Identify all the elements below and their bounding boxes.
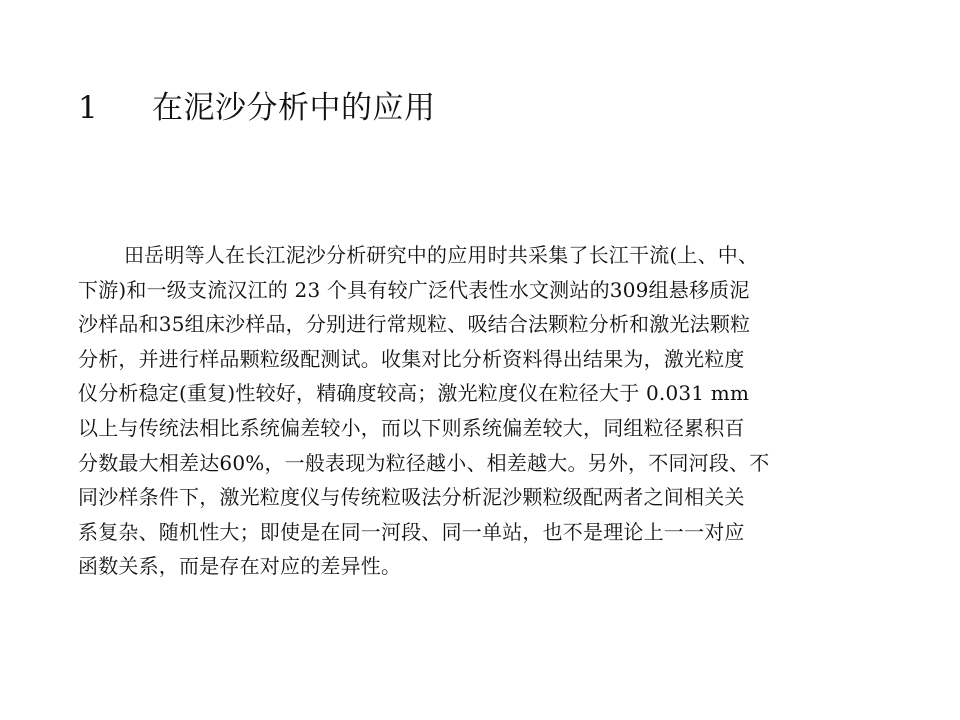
paragraph-line-8: 同沙样条件下，激光粒度仪与传统粒吸法分析泥沙颗粒级配两者之间相关关 (78, 485, 745, 510)
paragraph-line-1: 田岳明等人在长江泥沙分析研究中的应用时共采集了长江干流(上、中、 (124, 243, 759, 267)
section-heading (78, 86, 436, 130)
paragraph-line-3: 沙样品和35组床沙样品，分别进行常规粒、吸结合法颗粒分析和激光法颗粒 (78, 312, 751, 337)
section-title: 在泥沙分析中的应用 (152, 90, 436, 126)
paragraph-line-2: 下游)和一级支流汉江的 23 个具有较广泛代表性水文测站的309组悬移质泥 (78, 277, 750, 302)
paragraph-line-9: 系复杂、随机性大；即使是在同一河段、同一单站，也不是理论上一一对应 (78, 519, 745, 544)
paragraph-line-5: 仪分析稳定(重复)性较好，精确度较高；激光粒度仪在粒径大于 0.031 mm (78, 381, 750, 406)
paragraph-line-4: 分析，并进行样品颗粒级配测试。收集对比分析资料得出结果为，激光粒度 (78, 346, 745, 371)
section-number: 1 (78, 90, 98, 126)
paragraph-line-10: 函数关系，而是存在对应的差异性。 (78, 554, 402, 579)
paragraph-line-6: 以上与传统法相比系统偏差较小，而以下则系统偏差较大，同组粒径累积百 (78, 415, 745, 440)
body-paragraph (78, 238, 888, 584)
paragraph-line-7: 分数最大相差达60%，一般表现为粒径越小、相差越大。另外，不同河段、不 (78, 450, 770, 475)
